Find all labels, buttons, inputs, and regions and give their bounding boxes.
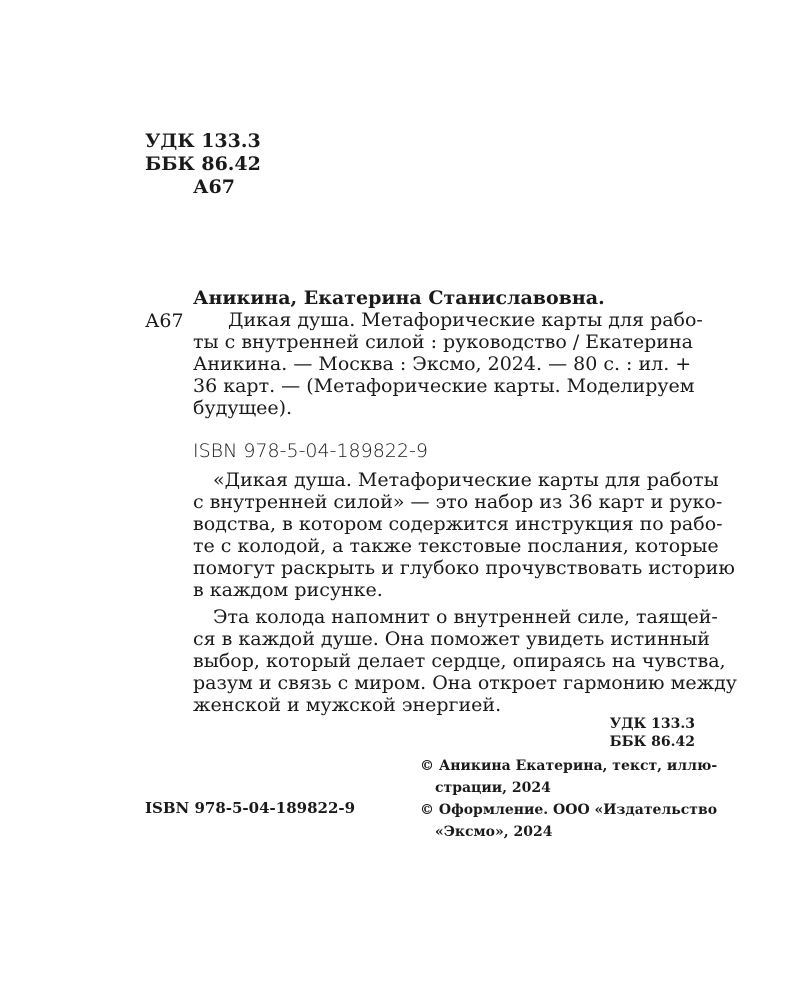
annotation-line: водства, в котором содержится инструкция по рабо- xyxy=(193,513,723,535)
udk-code: УДК 133.3 xyxy=(145,130,261,152)
annotation-line: Эта колода напомнит о внутренней силе, таящей- xyxy=(213,606,718,628)
annotation-line: выбор, который делает сердце, опираясь на чувства, xyxy=(193,650,726,672)
footer-isbn: ISBN 978-5-04-189822-9 xyxy=(145,799,356,817)
catalog-code: А67 xyxy=(145,310,184,332)
author-heading: Аникина, Екатерина Станиславовна. xyxy=(193,287,605,309)
copyright-line: «Эксмо», 2024 xyxy=(435,824,553,840)
annotation xyxy=(193,469,737,716)
annotation-line: помогут раскрыть и глубоко прочувствовать историю xyxy=(193,557,735,579)
annotation-line: те с колодой, а также текстовые послания, которые xyxy=(193,535,719,557)
bbk-code: ББК 86.42 xyxy=(145,153,261,175)
footer-udk: УДК 133.3 xyxy=(609,716,695,732)
copyright-line: © Аникина Екатерина, текст, иллю- xyxy=(420,758,718,774)
description-line: 36 карт. — (Метафорические карты. Моделируем xyxy=(193,375,695,397)
description-line: будущее). xyxy=(193,397,293,419)
annotation-line: с внутренней силой» — это набор из 36 карт и руко- xyxy=(193,491,723,513)
footer-classification xyxy=(610,715,695,751)
copyright-block xyxy=(420,755,718,843)
annotation-line: женской и мужской энергией. xyxy=(193,694,502,716)
isbn-main: ISBN 978-5-04-189822-9 xyxy=(193,440,428,462)
footer-bbk: ББК 86.42 xyxy=(609,734,695,750)
annotation-line: разум и связь с миром. Она откроет гармонию между xyxy=(193,672,737,694)
bibliographic-description xyxy=(193,309,703,419)
author-mark: А67 xyxy=(193,176,235,198)
annotation-line: в каждом рисунке. xyxy=(193,579,383,601)
copyright-line: © Оформление. ООО «Издательство xyxy=(420,802,718,818)
classification-block xyxy=(145,130,261,199)
description-line: Дикая душа. Метафорические карты для рабо- xyxy=(228,309,703,331)
copyright-line: страции, 2024 xyxy=(435,780,551,796)
annotation-line: «Дикая душа. Метафорические карты для работы xyxy=(213,469,719,491)
description-line: ты с внутренней силой : руководство / Екатерина xyxy=(193,331,693,353)
annotation-line: ся в каждой душе. Она поможет увидеть истинный xyxy=(193,628,710,650)
description-line: Аникина. — Москва : Эксмо, 2024. — 80 с. : ил. + xyxy=(193,353,692,375)
